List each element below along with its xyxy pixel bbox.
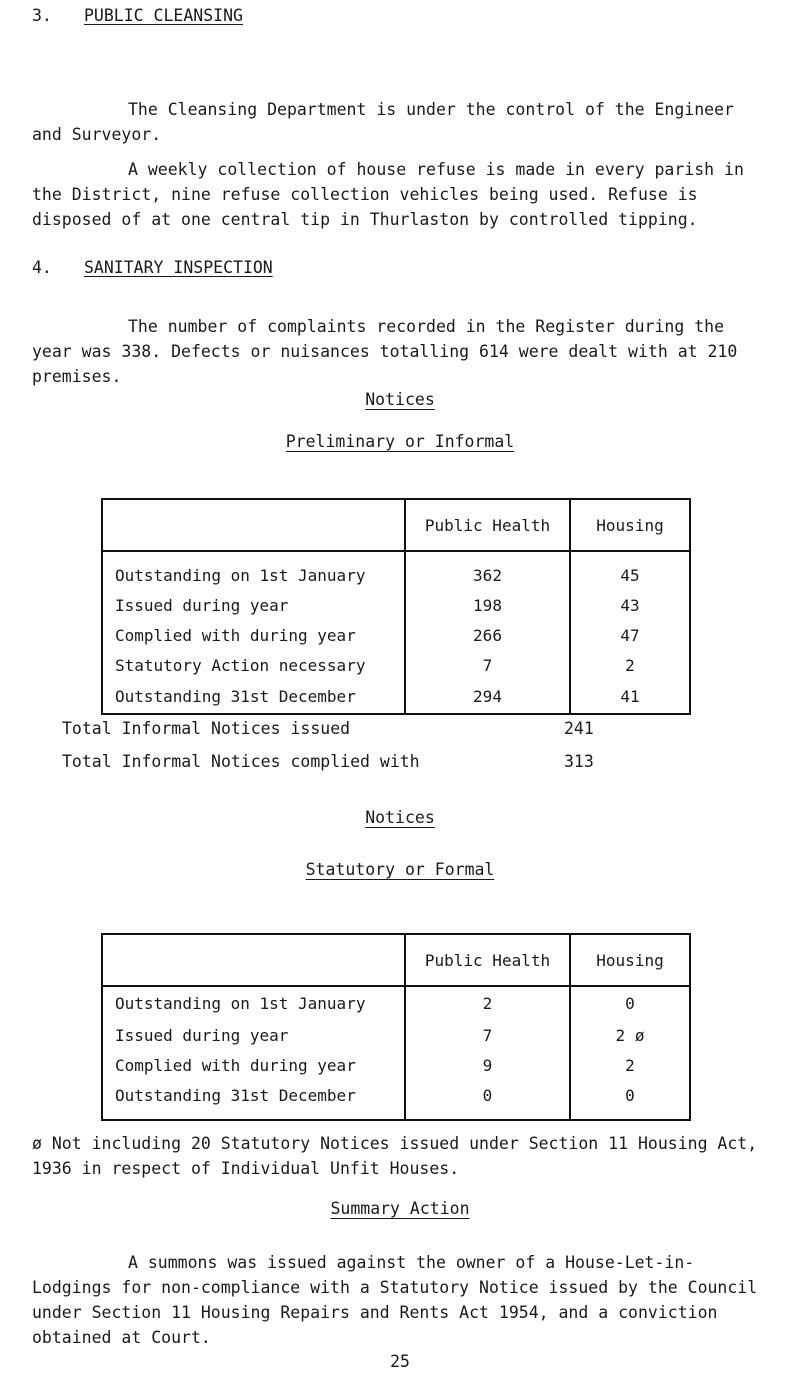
row-label: Outstanding on 1st January — [102, 551, 405, 590]
public-health-value: 198 — [405, 590, 570, 620]
section-4-number: 4. — [32, 258, 52, 277]
section-3-title: PUBLIC CLEANSING — [84, 6, 243, 25]
formal-notices-table — [101, 933, 691, 1121]
summary-heading: Summary Action — [330, 1199, 470, 1218]
row-label: Complied with during year — [102, 620, 405, 650]
header-housing: Housing — [570, 499, 690, 551]
housing-value: 2 ø — [570, 1020, 690, 1050]
table-row — [102, 620, 690, 650]
informal-notices-heading: Notices — [365, 390, 435, 409]
table-header-row — [102, 934, 690, 986]
housing-value: 43 — [570, 590, 690, 620]
row-label: Outstanding on 1st January — [102, 986, 405, 1020]
public-health-value: 0 — [405, 1080, 570, 1120]
table-row — [102, 650, 690, 680]
section-4-title: SANITARY INSPECTION — [84, 258, 273, 277]
formal-notices-subheading: Statutory or Formal — [305, 860, 495, 879]
table-row — [102, 1080, 690, 1120]
section-3-heading — [32, 6, 243, 25]
housing-value: 47 — [570, 620, 690, 650]
section-3-number: 3. — [32, 6, 52, 25]
housing-value: 2 — [570, 1050, 690, 1080]
section-3-paragraph-1: The Cleansing Department is under the control of the Engineer and Surveyor. — [32, 100, 734, 144]
row-label: Outstanding 31st December — [102, 680, 405, 714]
formal-notices-heading: Notices — [365, 808, 435, 827]
housing-value: 45 — [570, 551, 690, 590]
table-row — [102, 986, 690, 1020]
public-health-value: 9 — [405, 1050, 570, 1080]
total-value: 313 — [564, 752, 594, 771]
section-4-paragraph-1: The number of complaints recorded in the Register during the year was 338. Defects or nuisances totalling 614 were dealt with at 210 premises. — [32, 317, 738, 386]
housing-value: 0 — [570, 986, 690, 1020]
row-label: Issued during year — [102, 590, 405, 620]
table-row — [102, 680, 690, 714]
header-housing: Housing — [570, 934, 690, 986]
row-label: Statutory Action necessary — [102, 650, 405, 680]
row-label: Complied with during year — [102, 1050, 405, 1080]
section-3-paragraph-2: A weekly collection of house refuse is made in every parish in the District, nine refuse collection vehicles being used. Refuse is disposed of at one central tip in Thurlaston by controlled tipping. — [32, 160, 744, 229]
header-public-health: Public Health — [405, 499, 570, 551]
header-blank-cell — [102, 499, 405, 551]
total-row — [62, 719, 662, 749]
public-health-value: 266 — [405, 620, 570, 650]
informal-totals — [62, 719, 662, 782]
housing-value: 41 — [570, 680, 690, 714]
housing-value: 2 — [570, 650, 690, 680]
total-label: Total Informal Notices complied with — [62, 752, 420, 771]
table-row — [102, 1050, 690, 1080]
header-public-health: Public Health — [405, 934, 570, 986]
page-number: 25 — [390, 1352, 410, 1371]
public-health-value: 2 — [405, 986, 570, 1020]
informal-notices-table — [101, 498, 691, 715]
total-row — [62, 752, 662, 782]
public-health-value: 7 — [405, 650, 570, 680]
summary-paragraph: A summons was issued against the owner of a House-Let-in-Lodgings for non-compliance with a Statutory Notice issued by the Council under Section 11 Housing Repairs and Rents Act 1954, and a conviction obtained at Court. — [32, 1253, 758, 1347]
footnote: ø Not including 20 Statutory Notices issued under Section 11 Housing Act, 1936 in respect of Individual Unfit Houses. — [32, 1134, 758, 1178]
housing-value: 0 — [570, 1080, 690, 1120]
table-header-row — [102, 499, 690, 551]
total-value: 241 — [564, 719, 594, 738]
table-row — [102, 590, 690, 620]
public-health-value: 362 — [405, 551, 570, 590]
public-health-value: 7 — [405, 1020, 570, 1050]
header-blank-cell — [102, 934, 405, 986]
row-label: Issued during year — [102, 1020, 405, 1050]
total-label: Total Informal Notices issued — [62, 719, 351, 738]
section-4-heading — [32, 258, 273, 277]
table-row — [102, 551, 690, 590]
informal-notices-subheading: Preliminary or Informal — [285, 432, 515, 451]
row-label: Outstanding 31st December — [102, 1080, 405, 1120]
table-row — [102, 1020, 690, 1050]
public-health-value: 294 — [405, 680, 570, 714]
